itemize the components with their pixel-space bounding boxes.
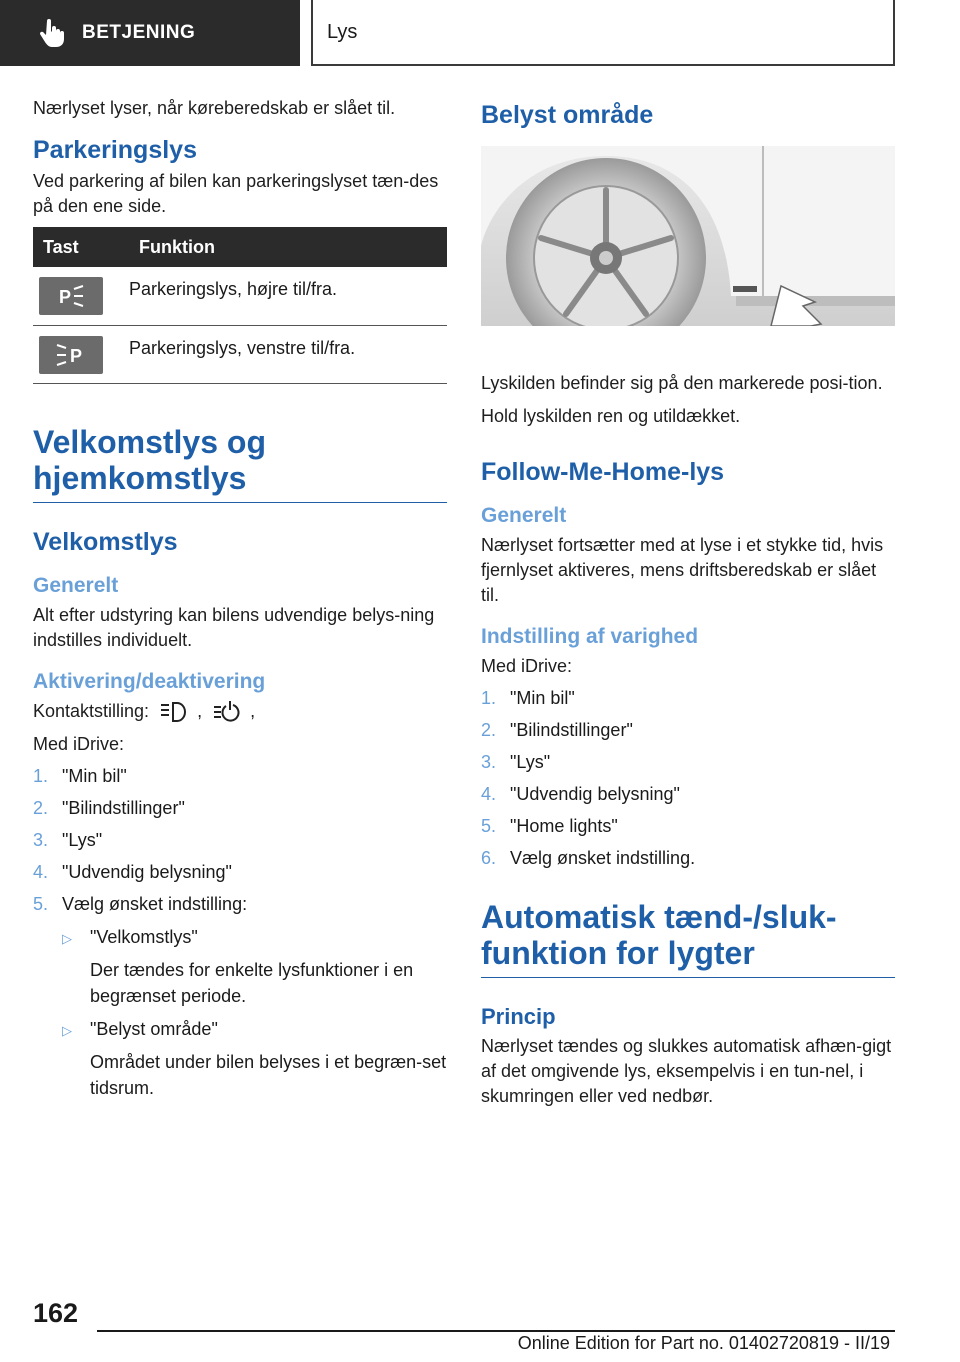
duration-heading: Indstilling af varighed [481,625,699,648]
list-item: 4. "Udvendig belysning" [481,784,680,804]
list-item: 5. Vælg ønsket indstilling: [33,893,248,914]
table-header-function: Funktion [129,227,447,267]
principle-text: Nærlyset tændes og slukkes automatisk afhæn-gigt af det omgivende lys, eksempelvis i en tun-nel, i skumringen eller ved nedbør. [481,1036,892,1106]
table-cell-function: Parkeringslys, højre til/fra. [129,267,447,325]
general-text-right: Nærlyset fortsætter med at lyse i et stykke tid, hvis fjernlyset aktiveres, mens driftsberedskab er slået til. [481,535,884,605]
list-item: 2. "Bilindstillinger" [481,720,633,740]
key-function-table [33,227,447,384]
parking-light-left-icon [51,342,91,368]
table-row [33,267,447,325]
parking-light-right-icon [51,283,91,309]
ignition-ready-icon [211,700,241,724]
contact-label: Kontaktstilling: [33,700,150,721]
list-item: 6. Vælg ønsket indstilling. [481,848,696,868]
right-column [481,96,895,1117]
contact-line: Kontaktstilling: , , [33,699,447,724]
lit-text-1: Lyskilden befinder sig på den markerede posi-tion. [481,373,883,393]
svg-text:P: P [70,345,83,366]
hand-icon [38,18,66,48]
table-header-key: Tast [33,227,129,267]
list-item: ▷ "Velkomstlys" Der tændes for enkelte lysfunktioner i en begrænset periode. [62,925,447,1009]
intro-text: Nærlyset lyser, når køreberedskab er slået til. [33,98,396,118]
list-item: ▷ "Belyst område" Området under bilen belyses i et begræn-set tidsrum. [62,1017,447,1101]
parking-heading: Parkeringslys [33,136,197,164]
footer-rule [97,1330,895,1332]
list-item: 3. "Lys" [33,829,103,850]
triangle-bullet-icon: ▷ [62,1022,72,1038]
idrive-label-right: Med iDrive: [481,656,573,676]
page-number: 162 [33,1298,79,1328]
welcome-subheading: Velkomstlys [33,527,178,556]
idrive-label: Med iDrive: [33,733,125,754]
triangle-bullet-icon: ▷ [62,930,72,946]
edition-text: Online Edition for Part no. 01402720819 - II/19 [517,1333,890,1353]
parking-light-left-button [39,336,103,374]
list-item: 1. "Min bil" [33,765,127,786]
welcome-heading: Velkomstlys og hjemkomstlys [33,424,447,503]
general-heading: Generelt [33,573,119,597]
lit-area-heading: Belyst område [481,101,654,129]
principle-heading: Princip [481,1004,556,1029]
left-column [33,96,447,1109]
general-text: Alt efter udstyring kan bilens udvendige belys-ning indstilles individuelt. [33,604,435,650]
list-item: 3. "Lys" [481,752,551,772]
page-header [0,0,960,66]
section-tab [0,0,300,66]
section-title: BETJENING [82,22,196,43]
lit-text-2: Hold lyskilden ren og utildækket. [481,406,741,426]
list-item: 4. "Udvendig belysning" [33,861,232,882]
table-row [33,325,447,383]
chapter-title: Lys [327,20,358,43]
list-item: 2. "Bilindstillinger" [33,797,185,818]
chapter-box [311,0,895,66]
duration-steps [481,687,895,869]
ignition-standby-icon [158,700,188,724]
parking-light-right-button [39,277,103,315]
table-cell-function: Parkeringslys, venstre til/fra. [129,325,447,383]
list-item: 1. "Min bil" [481,688,575,708]
follow-me-home-heading: Follow-Me-Home-lys [481,458,725,486]
auto-light-heading: Automatisk tænd-/sluk-funktion for lygter [481,899,895,978]
list-item: 5. "Home lights" [481,816,618,836]
activation-steps [33,765,447,915]
parking-text: Ved parkering af bilen kan parkeringslyset tæn-des på den ene side. [33,171,439,216]
svg-text:P: P [59,287,72,307]
option-list [62,925,447,1101]
car-wheel-photo [481,146,895,326]
activation-heading: Aktivering/deaktivering [33,669,266,693]
general-heading-right: Generelt [481,504,567,527]
